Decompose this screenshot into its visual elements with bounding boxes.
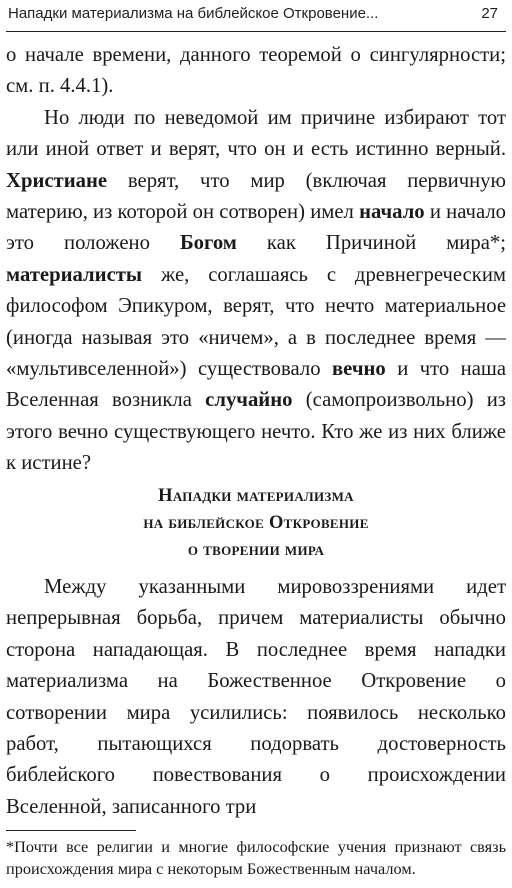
bold-term: Христиане: [6, 169, 108, 192]
paragraph-continuation: о начале времени, данного теоремой о сингулярности; см. п. 4.4.1).: [6, 44, 506, 98]
body-text-top: [6, 40, 506, 480]
footnote-rule: [6, 830, 136, 831]
bold-term: вечно: [331, 358, 386, 381]
running-head: [8, 3, 504, 25]
body-text-bottom: [6, 572, 506, 823]
bold-term: случайно: [205, 389, 293, 412]
footnote: [6, 836, 506, 880]
section-heading-line: на библейское Откровение: [143, 513, 369, 533]
paragraph-worldviews: Между указанными мировоззрениями идет непрерывная борьба, причем материалисты обычно сторона нападающая. В последнее время нападки материализма на Божественное Откровение о сотворении мира усилились: появилось несколько работ, пытающихся подорвать достоверность библейского повествования о происхождении Вселенной, записанного три: [6, 576, 506, 818]
section-heading: [6, 483, 506, 564]
paragraph-christians-materialists: Но люди по неведомой им причине избирают тот или иной ответ и верят, что он и есть истинно верный. Христиане верят, что мир (включая первичную материю, из которой он сотворен) имел начало и начало это положено Богом как Причиной мира*; материалисты же, соглашаясь с древнегреческим философом Эпикуром, верят, что нечто материальное (иногда называя это «ничем», а в последнее время — «мультивселенной») существовало вечно и что наша Вселенная возникла случайно (самопроизвольно) из этого вечно существующего нечто. Кто же из них ближе к истине?: [6, 106, 507, 475]
section-heading-line: о творении мира: [187, 540, 325, 560]
page-number: 27: [481, 5, 498, 22]
section-heading-line: Нападки материализма: [158, 486, 354, 506]
footnote-text: *Почти все религии и многие философские учения признают связь происхождения мира с некоторым Божественным началом.: [6, 837, 506, 878]
header-rule: [6, 31, 506, 32]
running-head-title: Нападки материализма на библейское Откровение...: [8, 5, 379, 22]
bold-term: материалисты: [6, 263, 143, 286]
bold-term: начало: [359, 201, 425, 224]
bold-term: Богом: [179, 232, 237, 255]
